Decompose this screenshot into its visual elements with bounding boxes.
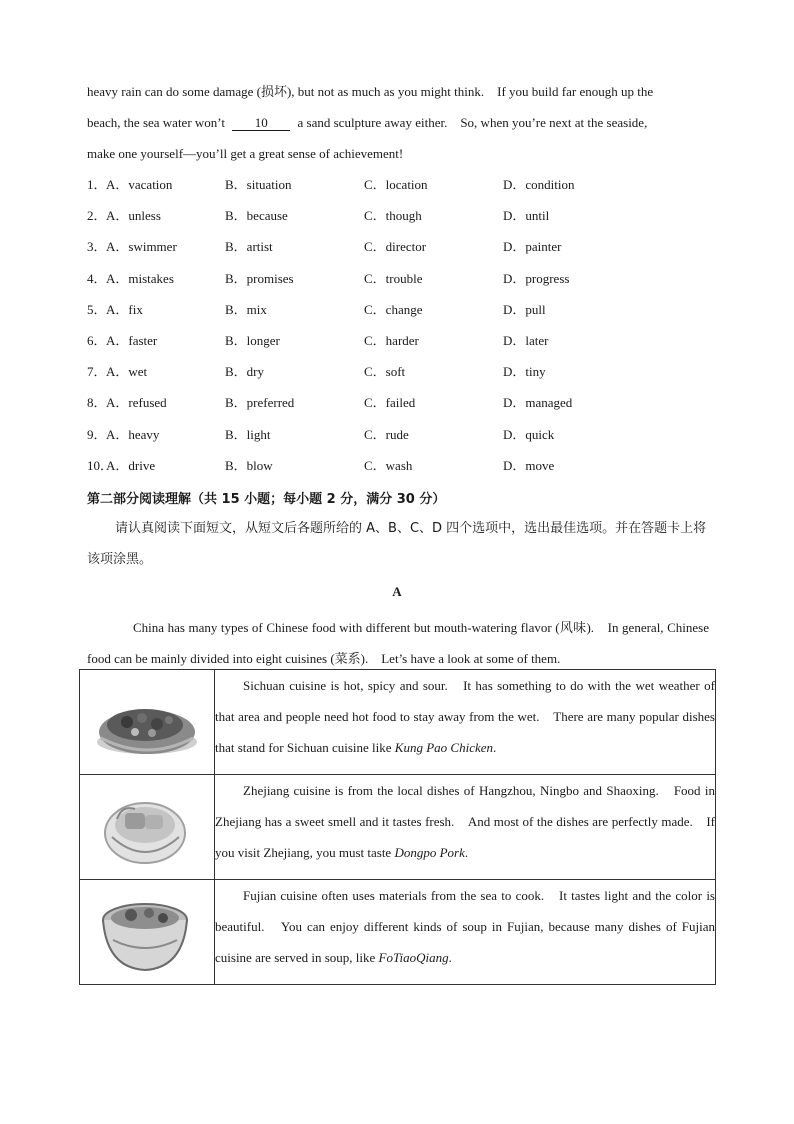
option-row xyxy=(87,332,727,350)
cuisine-table xyxy=(79,669,716,985)
question-number: 8． xyxy=(87,395,107,411)
option-b: B．blow xyxy=(225,457,273,473)
option-d: D．tiny xyxy=(503,364,546,380)
section-instruction: 请认真阅读下面短文，从短文后各题所给的 A、B、C、D 四个选项中，选出最佳选项。并在答题卡上将该项涂黑。 xyxy=(87,521,707,567)
passage-line-2 xyxy=(87,114,647,132)
option-d: D．condition xyxy=(503,177,575,192)
fujian-dish-image xyxy=(87,880,207,980)
fujian-dish-name: FoTiaoQiang xyxy=(378,950,449,965)
option-b: B．dry xyxy=(225,364,265,380)
option-a: A．refused xyxy=(106,395,167,411)
option-b: B．preferred xyxy=(225,395,295,411)
cuisine-text-cell xyxy=(215,670,716,775)
passage-label: A xyxy=(392,584,402,599)
question-number: 4． xyxy=(87,270,107,286)
table-row xyxy=(80,775,716,880)
option-b: B．longer xyxy=(225,333,280,348)
option-a: A．drive xyxy=(106,457,156,473)
option-row xyxy=(87,301,727,319)
option-d: D．managed xyxy=(503,395,573,411)
option-a: A．mistakes xyxy=(106,270,174,286)
sichuan-dish-image xyxy=(87,670,207,770)
passage-line-3: make one yourself—you’ll get a great sense of achievement! xyxy=(87,146,404,161)
zhejiang-dish-image xyxy=(87,775,207,875)
option-row xyxy=(87,176,727,194)
passage-line-1: heavy rain can do some damage (损坏), but not as much as you might think. If you build far enough up the xyxy=(87,84,654,99)
table-row xyxy=(80,670,716,775)
option-b: B．because xyxy=(225,208,288,224)
option-c: C．soft xyxy=(364,364,406,380)
option-row xyxy=(87,238,727,256)
sichuan-text: Sichuan cuisine is hot, spicy and sour. It has something to do with the wet weather of that area and people need hot food to stay away from the wet. There are many popular dishes that stand for Sichuan cuisine like Kung Pao Chicken. xyxy=(215,678,715,755)
zhejiang-dish-name: Dongpo Pork xyxy=(394,845,465,860)
option-a: A．wet xyxy=(106,364,148,380)
passage-line-2-pre: beach, the sea water won’t xyxy=(87,115,226,130)
option-row xyxy=(87,270,727,288)
question-number: 3． xyxy=(87,239,107,255)
cuisine-text-cell xyxy=(215,880,716,985)
question-number: 9． xyxy=(87,426,107,442)
option-b: B．promises xyxy=(225,270,294,286)
zhejiang-text: Zhejiang cuisine is from the local dishes of Hangzhou, Ningbo and Shaoxing. Food in Zhejiang has a sweet smell and it tastes fresh. And most of the dishes are perfectly made. If you visit Zhejiang, you must taste Dongpo Pork. xyxy=(215,783,715,860)
option-b: B．artist xyxy=(225,239,273,255)
option-a: A．swimmer xyxy=(106,239,177,255)
option-a: A．unless xyxy=(106,208,161,224)
image-cell xyxy=(80,670,215,775)
option-a: A．faster xyxy=(106,333,158,348)
option-a: A．fix xyxy=(106,301,143,317)
option-d: D．move xyxy=(503,457,555,473)
fujian-text: Fujian cuisine often uses materials from the sea to cook. It tastes light and the color is beautiful. You can enjoy different kinds of soup in Fujian, because many dishes of Fujian cuisine are served in soup, like FoTiaoQiang. xyxy=(215,888,715,965)
image-cell xyxy=(80,775,215,880)
option-d: D．until xyxy=(503,208,550,224)
option-row xyxy=(87,426,727,444)
option-c: C．though xyxy=(364,208,422,224)
option-c: C．failed xyxy=(364,395,416,411)
image-cell xyxy=(80,880,215,985)
sichuan-dish-name: Kung Pao Chicken xyxy=(394,740,494,755)
question-number: 5． xyxy=(87,301,107,317)
cuisine-text-cell xyxy=(215,775,716,880)
table-row xyxy=(80,880,716,985)
answer-blank-10: 10 xyxy=(232,116,290,131)
option-d: D．quick xyxy=(503,426,555,442)
option-c: C．rude xyxy=(364,426,409,442)
question-number: 7． xyxy=(87,364,107,380)
question-number: 6． xyxy=(87,333,107,348)
option-d: D．later xyxy=(503,333,549,348)
question-number: 10． xyxy=(87,457,114,473)
option-a: A．heavy xyxy=(106,426,160,442)
option-row xyxy=(87,207,727,225)
option-a: A．vacation xyxy=(106,177,173,192)
option-c: C．location xyxy=(364,177,428,192)
option-c: C．harder xyxy=(364,333,419,348)
option-row xyxy=(87,394,727,412)
option-c: C．change xyxy=(364,301,423,317)
option-row xyxy=(87,363,727,381)
question-number: 2． xyxy=(87,208,107,224)
option-b: B．mix xyxy=(225,301,267,317)
option-c: C．director xyxy=(364,239,427,255)
question-number: 1． xyxy=(87,177,107,192)
passage-intro: China has many types of Chinese food with different but mouth-watering flavor (风味). In general, Chinese food can be mainly divided into eight cuisines (菜系). Let’s have a look at some of them. xyxy=(87,620,709,666)
option-c: C．trouble xyxy=(364,270,423,286)
option-b: B．situation xyxy=(225,177,292,192)
option-d: D．pull xyxy=(503,301,546,317)
option-c: C．wash xyxy=(364,457,413,473)
option-d: D．painter xyxy=(503,239,562,255)
option-row xyxy=(87,457,727,475)
option-d: D．progress xyxy=(503,270,570,286)
passage-line-2-post: a sand sculpture away either. So, when you’re next at the seaside, xyxy=(297,115,648,130)
section-heading: 第二部分阅读理解（共 15 小题；每小题 2 分，满分 30 分） xyxy=(87,492,446,507)
option-b: B．light xyxy=(225,426,271,442)
